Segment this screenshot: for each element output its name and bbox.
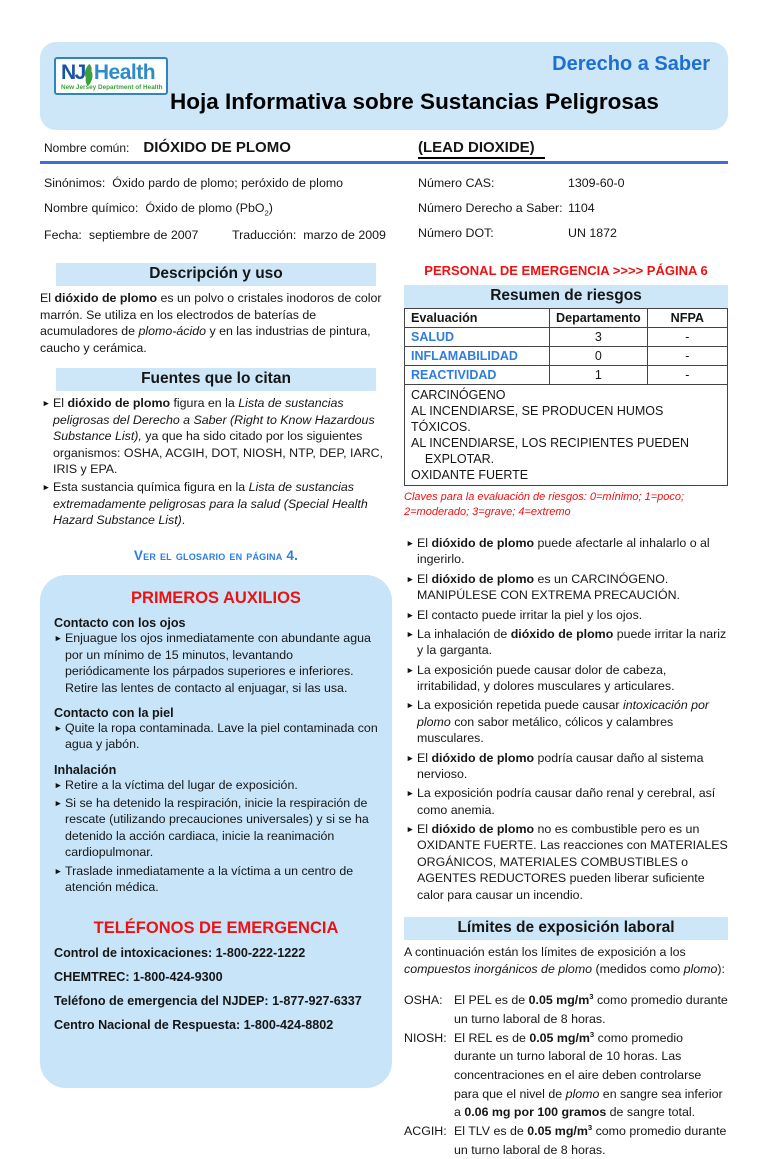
emergency-banner: PERSONAL DE EMERGENCIA >>>> PÁGINA 6 bbox=[424, 263, 708, 279]
phone-line-njdep: Teléfono de emergencia del NJDEP: 1-877-927-6337 bbox=[54, 994, 362, 1009]
brand-title: Derecho a Saber bbox=[552, 53, 710, 75]
bullet-arrow-icon: ► bbox=[54, 633, 63, 644]
hazard-ratings-table bbox=[404, 308, 728, 486]
bullet-arrow-icon: ► bbox=[406, 573, 415, 584]
list-item bbox=[54, 720, 378, 753]
cas-number-value: 1309-60-0 bbox=[568, 176, 625, 190]
rating-key-note: Claves para la evaluación de riesgos: 0=mínimo; 1=poco; 2=moderado; 3=grave; 4=extremo bbox=[404, 491, 685, 518]
bullet-text: La inhalación de dióxido de plomo puede irritar la nariz y la garganta. bbox=[417, 626, 727, 658]
hazard-summary-title: Resumen de riesgos bbox=[404, 285, 728, 308]
right-column bbox=[404, 263, 728, 1159]
rating-label: REACTIVIDAD bbox=[405, 366, 550, 385]
exposure-entry-niosh bbox=[404, 1029, 728, 1122]
org-label: NIOSH: bbox=[404, 1030, 447, 1045]
bullet-arrow-icon: ► bbox=[406, 824, 415, 835]
synonyms-row bbox=[44, 176, 418, 190]
translation-label: Traducción: bbox=[232, 228, 297, 243]
translation-value: marzo de 2009 bbox=[303, 228, 386, 243]
list-item bbox=[406, 821, 728, 903]
hazard-statement: AL INCENDIARSE, SE PRODUCEN HUMOS TÓXICOS. bbox=[411, 404, 667, 435]
sources-list bbox=[40, 395, 392, 528]
bullet-arrow-icon: ► bbox=[42, 398, 51, 409]
bullet-arrow-icon: ► bbox=[406, 664, 415, 675]
rtk-number-label: Número Derecho a Saber: bbox=[418, 201, 563, 215]
hazard-statement: EXPLOTAR. bbox=[411, 452, 495, 467]
eye-contact-heading: Contacto con los ojos bbox=[54, 616, 186, 631]
inhalation-heading: Inhalación bbox=[54, 762, 117, 777]
exposure-intro: A continuación están los límites de exposición a los compuestos inorgánicos de plomo (medidos como plomo): bbox=[404, 944, 725, 976]
hazard-statement: AL INCENDIARSE, LOS RECIPIENTES PUEDEN bbox=[411, 436, 690, 451]
first-aid-title: PRIMEROS AUXILIOS bbox=[131, 589, 301, 608]
rating-nfpa: - bbox=[647, 366, 727, 385]
divider-rule bbox=[40, 161, 728, 164]
exposure-entry-osha bbox=[404, 991, 728, 1028]
identifiers-right bbox=[418, 176, 728, 253]
table-row-salud bbox=[405, 328, 728, 347]
list-item bbox=[406, 535, 728, 568]
skin-contact-heading: Contacto con la piel bbox=[54, 705, 174, 720]
english-name: (LEAD DIOXIDE) bbox=[418, 139, 545, 159]
common-name-group bbox=[44, 139, 418, 156]
section-header-sources: Fuentes que lo citan bbox=[56, 368, 376, 391]
bullet-arrow-icon: ► bbox=[406, 788, 415, 799]
rtk-number-row bbox=[418, 201, 728, 215]
dot-number-row bbox=[418, 226, 728, 240]
bullet-arrow-icon: ► bbox=[54, 865, 63, 876]
cas-number-row bbox=[418, 176, 728, 190]
emergency-phones-title: TELÉFONOS DE EMERGENCIA bbox=[93, 919, 339, 938]
logo-health-text: Health bbox=[93, 61, 156, 84]
list-item bbox=[406, 750, 728, 783]
list-item bbox=[54, 863, 378, 896]
date-row bbox=[44, 228, 418, 242]
phone-line-poison-control: Control de intoxicaciones: 1-800-222-1222 bbox=[54, 946, 306, 961]
list-item bbox=[54, 795, 378, 861]
phone-line-chemtrec: CHEMTREC: 1-800-424-9300 bbox=[54, 970, 223, 985]
rating-dept: 1 bbox=[550, 366, 648, 385]
column-header-evaluacion: Evaluación bbox=[405, 309, 550, 328]
glossary-note: Ver el glosario en página 4. bbox=[133, 548, 299, 564]
rating-dept: 3 bbox=[550, 328, 648, 347]
nj-state-icon bbox=[84, 64, 94, 86]
bullet-text: La exposición puede causar dolor de cabeza, irritabilidad, y dolores musculares y articulares. bbox=[417, 662, 675, 694]
hazard-statements-row bbox=[405, 385, 728, 486]
bullet-text: La exposición repetida puede causar intoxicación por plomo con sabor metálico, cólicos y calambres musculares. bbox=[417, 698, 710, 746]
exposure-entry-acgih bbox=[404, 1122, 728, 1159]
bullet-text: Enjuague los ojos inmediatamente con abundante agua por un mínimo de 15 minutos, levantando periódicamente los párpados superiores e inferiores. Retire las lentes de contacto al enjuagar, si las usa. bbox=[65, 631, 371, 695]
bullet-text: El dióxido de plomo no es combustible pero es un OXIDANTE FUERTE. Las reacciones con MATERIALES ORGÁNICOS, MATERIALES COMBUSTIBLES o AGENTES REDUCTORES pueden liberar suficiente calor para causar un incendio. bbox=[417, 822, 728, 902]
synonyms-value: Óxido pardo de plomo; peróxido de plomo bbox=[112, 176, 344, 190]
common-name-value: DIÓXIDO DE PLOMO bbox=[143, 139, 291, 156]
org-label: ACGIH: bbox=[404, 1123, 447, 1138]
hazard-statement: CARCINÓGENO bbox=[411, 388, 506, 403]
description-text: El dióxido de plomo es un polvo o cristales inodoros de color marrón. Se utiliza en los electrodos de baterías de acumuladores de plomo-ácido y en las industrias de pintura, caucho y cerámica. bbox=[40, 291, 382, 355]
common-name-row bbox=[40, 139, 728, 159]
header bbox=[40, 42, 728, 130]
rating-nfpa: - bbox=[647, 347, 727, 366]
column-header-nfpa: NFPA bbox=[647, 309, 727, 328]
rating-label: SALUD bbox=[405, 328, 550, 347]
rtk-number-value: 1104 bbox=[568, 201, 595, 215]
chemical-name-label: Nombre químico: bbox=[44, 201, 139, 215]
date-pair bbox=[44, 228, 232, 242]
page-title: Hoja Informativa sobre Sustancias Peligrosas bbox=[170, 89, 659, 114]
hazard-statement: OXIDANTE FUERTE bbox=[411, 468, 529, 483]
rating-nfpa: - bbox=[647, 328, 727, 347]
table-row-inflamabilidad bbox=[405, 347, 728, 366]
bullet-arrow-icon: ► bbox=[406, 628, 415, 639]
chemical-name-value: Óxido de plomo (PbO$_2$) bbox=[145, 201, 273, 218]
health-hazards-list bbox=[404, 535, 728, 903]
bullet-text: Si se ha detenido la respiración, inicie la respiración de rescate (utilizando precauciones universales) y si se ha detenido la acción cardiaca, inicie la reanimación cardiopulmonar. bbox=[65, 796, 369, 860]
bullet-arrow-icon: ► bbox=[406, 609, 415, 620]
column-header-departamento: Departamento bbox=[550, 309, 648, 328]
exposure-text: El TLV es de 0.05 $mg/m^3$ como promedio durante un turno laboral de 8 horas. bbox=[454, 1122, 727, 1157]
rating-label: INFLAMABILIDAD bbox=[405, 347, 550, 366]
identifiers-section bbox=[40, 176, 728, 253]
rating-dept: 0 bbox=[550, 347, 648, 366]
bullet-text: El dióxido de plomo podría causar daño al sistema nervioso. bbox=[417, 750, 704, 781]
chemical-name-row bbox=[44, 201, 418, 217]
list-item bbox=[406, 785, 728, 818]
list-item bbox=[42, 479, 392, 528]
section-header-exposure-limits: Límites de exposición laboral bbox=[404, 917, 728, 940]
bullet-arrow-icon: ► bbox=[42, 482, 51, 493]
list-item bbox=[406, 571, 728, 604]
bullet-arrow-icon: ► bbox=[406, 752, 415, 763]
dot-number-label: Número DOT: bbox=[418, 226, 494, 240]
list-item bbox=[406, 697, 728, 746]
bullet-text: El contacto puede irritar la piel y los ojos. bbox=[417, 607, 643, 622]
hazard-statements bbox=[405, 385, 728, 486]
bullet-text: Retire a la víctima del lugar de exposición. bbox=[65, 777, 298, 792]
logo-department-text: New Jersey Department of Health bbox=[61, 84, 163, 91]
org-label: OSHA: bbox=[404, 993, 443, 1008]
bullet-arrow-icon: ► bbox=[54, 779, 63, 790]
synonyms-label: Sinónimos: bbox=[44, 176, 106, 190]
list-item bbox=[406, 626, 728, 659]
bullet-text: Esta sustancia química figura en la Lista de sustancias extremadamente peligrosas para la salud (Special Health Hazard Substance List). bbox=[53, 480, 368, 528]
njhealth-logo bbox=[54, 57, 168, 95]
bullet-text: Traslade inmediatamente a la víctima a un centro de atención médica. bbox=[65, 863, 354, 894]
date-value: septiembre de 2007 bbox=[88, 228, 199, 243]
exposure-text: El PEL es de 0.05 $mg/m^3$ como promedio durante un turno laboral de 8 horas. bbox=[454, 992, 728, 1027]
njhealth-logo-wordmark bbox=[61, 62, 162, 83]
bullet-arrow-icon: ► bbox=[406, 538, 415, 549]
list-item bbox=[406, 662, 728, 695]
identifiers-left bbox=[44, 176, 418, 253]
two-column-layout bbox=[40, 263, 728, 1159]
dot-number-value: UN 1872 bbox=[568, 226, 617, 240]
bullet-text: El dióxido de plomo figura en la Lista de sustancias peligrosas del Derecho a Saber (Right to Know Hazardous Substance List), ya que ha sido citado por los siguientes organismos: OSHA, ACGIH, DOT, NIOSH, NTP, DEP, IARC, IRIS y EPA. bbox=[53, 396, 384, 476]
bullet-arrow-icon: ► bbox=[54, 798, 63, 809]
cas-number-label: Número CAS: bbox=[418, 176, 495, 190]
table-row-reactividad bbox=[405, 366, 728, 385]
bullet-text: Quite la ropa contaminada. Lave la piel contaminada con agua y jabón. bbox=[65, 720, 378, 752]
bullet-text: La exposición podría causar daño renal y cerebral, así como anemia. bbox=[417, 786, 716, 817]
logo-nj-text: NJ bbox=[61, 61, 85, 84]
date-label: Fecha: bbox=[44, 228, 82, 243]
list-item bbox=[406, 607, 728, 623]
phone-line-national-response: Centro Nacional de Respuesta: 1-800-424-8802 bbox=[54, 1018, 334, 1033]
first-aid-box bbox=[40, 575, 392, 1088]
bullet-text: El dióxido de plomo puede afectarle al inhalarlo o al ingerirlo. bbox=[417, 536, 710, 567]
section-header-description: Descripción y uso bbox=[56, 263, 376, 286]
common-name-label: Nombre común: bbox=[44, 141, 130, 155]
table-header-row bbox=[405, 309, 728, 328]
exposure-text: El REL es de 0.05 $mg/m^3$ como promedio durante un turno laboral de 10 horas. Las concentraciones en el aire deben controlarse para que el nivel de plomo en sangre sea inferior a 0.06 mg por 100 gramos de sangre total. bbox=[454, 1029, 723, 1120]
bullet-arrow-icon: ► bbox=[406, 700, 415, 711]
list-item bbox=[54, 630, 378, 696]
bullet-arrow-icon: ► bbox=[54, 722, 63, 733]
list-item bbox=[42, 395, 392, 477]
list-item bbox=[54, 777, 378, 793]
bullet-text: El dióxido de plomo es un CARCINÓGENO. MANIPÚLESE CON EXTREMA PRECAUCIÓN. bbox=[417, 571, 681, 603]
left-column bbox=[40, 263, 392, 1088]
